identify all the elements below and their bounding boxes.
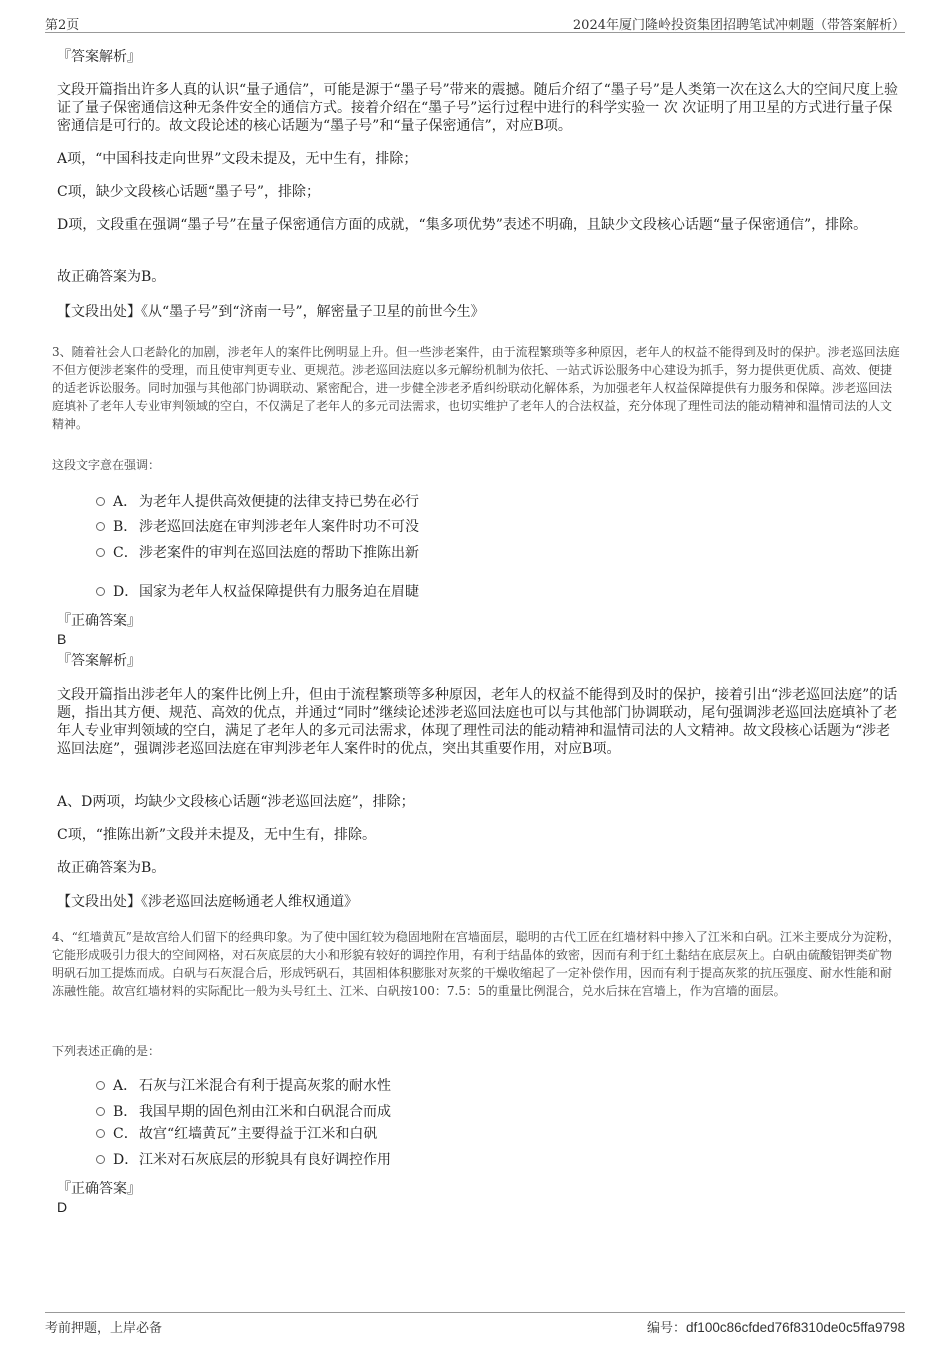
footer-slogan: 考前押题，上岸必备 xyxy=(45,1321,163,1336)
q4-answer-label: 『正确答案』 xyxy=(57,1181,141,1197)
q2-analysis-label: 『答案解析』 xyxy=(57,49,141,65)
q4-option-b[interactable]: B． 我国早期的固色剂由江米和白矾混合而成 xyxy=(96,1102,391,1122)
code-label: 编号： xyxy=(647,1321,687,1336)
document-title: 2024年厦门隆岭投资集团招聘笔试冲刺题（带答案解析） xyxy=(572,18,905,33)
q3-option-b[interactable]: B． 涉老巡回法庭在审判涉老年人案件时功不可没 xyxy=(96,517,419,537)
q4-option-d[interactable]: D．江米对石灰底层的形貌具有良好调控作用 xyxy=(96,1150,391,1170)
q2-option-a-analysis: A项，“中国科技走向世界”文段未提及，无中生有，排除； xyxy=(57,151,418,167)
radio-icon[interactable] xyxy=(96,1107,105,1116)
q4-passage: 4、“红墙黄瓦”是故宫给人们留下的经典印象。为了使中国红较为稳固地附在宫墙面层，聪明的古代工匠在红墙材料中掺入了江米和白矾。江米主要成分为淀粉，它能形成吸引力很大的空间网格，对石灰底层的大小和形貌有较好的调控作用，有利于结晶体的致密，因而有利于红土黏结在底层灰上。白矾由硫酸铝钾类矿物明矾石加工提炼而成。白矾与石灰混合后，形成钙矾石，其固相体积膨胀对灰浆的干燥收缩起了一定补偿作用，因而有利于提高灰浆的抗压强度、耐水性能和耐冻融性能。故宫红墙材料的实际配比一般为头号红土、江米、白矾按100：7.5：5的重量比例混合，兑水后抹在宫墙上，作为宫墙的面层。 xyxy=(52,930,900,998)
radio-icon[interactable] xyxy=(96,522,105,531)
q4-answer: D xyxy=(57,1199,68,1215)
q2-source: 【文段出处】《从“墨子号”到“济南一号”，解密量子卫星的前世今生》 xyxy=(57,304,485,320)
radio-icon[interactable] xyxy=(96,587,105,596)
q4-option-a[interactable]: A． 石灰与江米混合有利于提高灰浆的耐水性 xyxy=(96,1076,391,1096)
code-value: df100c86cfded76f8310de0c5ffa9798 xyxy=(686,1320,905,1335)
q3-prompt: 这段文字意在强调： xyxy=(52,458,161,472)
radio-icon[interactable] xyxy=(96,1155,105,1164)
page-footer xyxy=(45,1312,905,1335)
page-header xyxy=(45,12,905,33)
q2-option-d-analysis: D项，文段重在强调“墨子号”在量子保密通信方面的成就，“集多项优势”表述不明确，且缺少文段核心话题“量子保密通信”，排除。 xyxy=(57,217,868,233)
radio-icon[interactable] xyxy=(96,497,105,506)
q2-option-c-analysis: C项，缺少文段核心话题“墨子号”，排除； xyxy=(57,184,321,200)
radio-icon[interactable] xyxy=(96,1129,105,1138)
q3-conclusion: 故正确答案为B。 xyxy=(57,860,166,876)
q2-conclusion: 故正确答案为B。 xyxy=(57,269,166,285)
q3-option-ad-analysis: A、D两项，均缺少文段核心话题“涉老巡回法庭”，排除； xyxy=(57,794,415,810)
page-number: 第2页 xyxy=(45,18,80,33)
q3-answer-label: 『正确答案』 xyxy=(57,613,141,629)
q3-option-d[interactable]: D．国家为老年人权益保障提供有力服务迫在眉睫 xyxy=(96,582,419,602)
q3-source: 【文段出处】《涉老巡回法庭畅通老人维权通道》 xyxy=(57,894,358,910)
radio-icon[interactable] xyxy=(96,1081,105,1090)
document-code xyxy=(647,1317,905,1336)
q3-passage: 3、随着社会人口老龄化的加剧，涉老年人的案件比例明显上升。但一些涉老案件，由于流程繁琐等多种原因，老年人的权益不能得到及时的保护。涉老巡回法庭不但方便涉老案件的受理，而且使审判更专业、更规范。涉老巡回法庭以多元解纷机制为依托、一站式诉讼服务中心建设为抓手，努力提供更优质、高效、便捷的适老诉讼服务。同时加强与其他部门协调联动、紧密配合，进一步健全涉老矛盾纠纷联动化解体系，为加强老年人权益保障提供有力服务和保障。涉老巡回法庭填补了老年人专业审判领域的空白，不仅满足了老年人的多元司法需求，也切实维护了老年人的合法权益，充分体现了理性司法的能动精神和温情司法的人文精神。 xyxy=(52,345,900,431)
q3-answer: B xyxy=(57,631,67,647)
q3-option-c-analysis: C项，“推陈出新”文段并未提及，无中生有，排除。 xyxy=(57,827,377,843)
q3-option-a[interactable]: A． 为老年人提供高效便捷的法律支持已势在必行 xyxy=(96,492,419,512)
q4-option-c[interactable]: C．故宫“红墙黄瓦”主要得益于江米和白矾 xyxy=(96,1124,377,1144)
q4-prompt: 下列表述正确的是： xyxy=(52,1044,161,1058)
q3-option-c[interactable]: C．涉老案件的审判在巡回法庭的帮助下推陈出新 xyxy=(96,543,419,563)
q3-analysis-label: 『答案解析』 xyxy=(57,653,141,669)
q2-analysis-text: 文段开篇指出许多人真的认识“量子通信”，可能是源于“墨子号”带来的震撼。随后介绍了“墨子号”是人类第一次在这么大的空间尺度上验证了量子保密通信这种无条件安全的通信方式。接着介绍在“墨子号”运行过程中进行的科学实验一 次 次证明了用卫星的方式进行量子保密通信是可行的。故文段论述的核心话题为“墨子号”和“量子保密通信”，对应B项。 xyxy=(57,82,898,134)
q3-analysis-text: 文段开篇指出涉老年人的案件比例上升，但由于流程繁琐等多种原因，老年人的权益不能得到及时的保护，接着引出“涉老巡回法庭”的话题，指出其方便、规范、高效的优点，并通过“同时”继续论述涉老巡回法庭也可以与其他部门协调联动，尾句强调涉老巡回法庭填补了老年人专业审判领域的空白，满足了老年人的多元司法需求，体现了理性司法的能动精神和温情司法的人文精神。故文段核心话题为“涉老巡回法庭”，强调涉老巡回法庭在审判涉老年人案件时的优点，突出其重要作用，对应B项。 xyxy=(57,687,898,757)
radio-icon[interactable] xyxy=(96,548,105,557)
